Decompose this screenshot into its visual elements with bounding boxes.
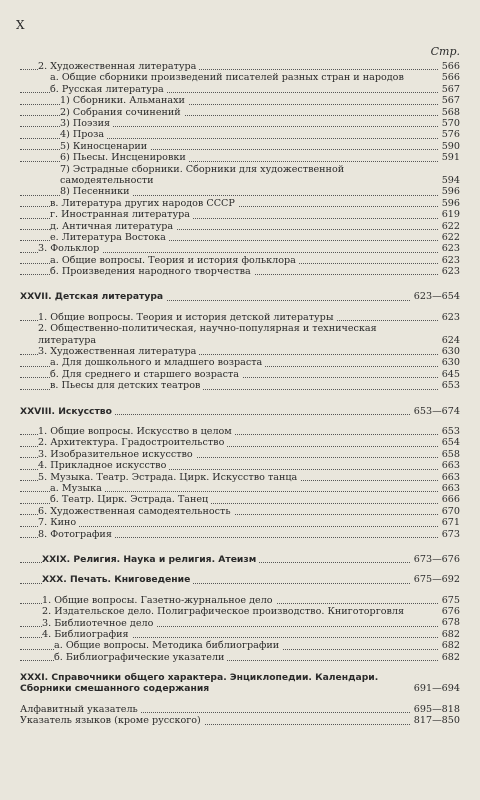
toc-entry: [20, 95, 460, 106]
toc-entry-page: 682: [439, 629, 460, 640]
toc-entry-title: XXXI. Справочники общего характера. Энциклопедии. Календари. Сборники смешанного содержания: [20, 672, 460, 695]
toc-entry-page: 570: [439, 118, 460, 129]
toc-entry: [20, 606, 460, 617]
toc-entry-page: 653: [439, 380, 460, 391]
toc-entry-page: 682: [439, 652, 460, 663]
toc-entry-title: 2. Издательское дело. Полиграфическое производство. Книготорговля: [20, 606, 460, 617]
toc-entry: [20, 640, 460, 651]
spacer: [20, 392, 460, 406]
toc-entry-title: 6) Пьесы. Инсценировки: [60, 152, 189, 163]
toc-entry-title: а. Общие вопросы. Теория и история фольклора: [50, 255, 299, 266]
toc-entry-page: 594: [439, 175, 460, 186]
toc-entry-title: Алфавитный указатель: [20, 704, 141, 715]
toc-entry-title: 2. Архитектура. Градостроительство: [38, 437, 227, 448]
toc-entry-page: 663: [439, 460, 460, 471]
toc-entry-page: 630: [439, 357, 460, 368]
toc-entry: [20, 529, 460, 540]
toc-entry: [20, 517, 460, 528]
toc-entry-page: 645: [439, 369, 460, 380]
toc-entry-title: 3) Поэзия: [60, 118, 113, 129]
toc-entry-title: 1. Общие вопросы. Газетно-журнальное дело: [42, 595, 276, 606]
toc-entry-title: 2. Художественная литература: [38, 61, 199, 72]
toc-entry-title: 8. Фотография: [38, 529, 115, 540]
toc-entry-title: 7) Эстрадные сборники. Сборники для художественной самодеятельности: [20, 164, 460, 187]
toc-entry: [20, 618, 460, 629]
toc-entry: [20, 506, 460, 517]
toc-entry-page: 566: [439, 61, 460, 72]
toc-entry-title: 1. Общие вопросы. Искусство в целом: [38, 426, 235, 437]
toc-entry-title: 4. Библиография: [42, 629, 132, 640]
toc-entry: [20, 129, 460, 140]
toc-entry-page: 675—692: [411, 574, 460, 585]
toc-entry-page: 671: [439, 517, 460, 528]
toc-entry: [20, 118, 460, 129]
toc-entry-title: 1. Общие вопросы. Теория и история детской литературы: [38, 312, 336, 323]
spacer: [20, 565, 460, 574]
toc-entry: [20, 152, 460, 163]
toc-entry-title: 2. Общественно-политическая, научно-популярная и техническая литература: [20, 323, 460, 346]
toc-entry-title: б. Библиографические указатели: [54, 652, 227, 663]
toc-entry: [20, 72, 460, 83]
toc-entry: [20, 209, 460, 220]
toc-entry: [20, 629, 460, 640]
toc-entry-title: в. Пьесы для детских театров: [50, 380, 203, 391]
toc-entry-title: в. Литература других народов СССР: [50, 198, 238, 209]
toc-entry-page: 623: [439, 243, 460, 254]
toc-entry-title: б. Для среднего и старшего возраста: [50, 369, 242, 380]
toc-entry-page: 567: [439, 84, 460, 95]
toc-entry: [20, 652, 460, 663]
toc-entry: [20, 243, 460, 254]
toc-entry-page: 654: [439, 437, 460, 448]
page-column-label: Стр.: [430, 45, 460, 58]
toc-entry-title: д. Античная литература: [50, 221, 176, 232]
table-of-contents: [20, 61, 460, 727]
toc-entry-title: 4. Прикладное искусство: [38, 460, 169, 471]
toc-entry-title: XXIX. Религия. Наука и религия. Атеизм: [42, 554, 259, 565]
toc-entry-page: 590: [439, 141, 460, 152]
spacer: [20, 303, 460, 312]
toc-entry: [20, 221, 460, 232]
toc-entry-page: 591: [439, 152, 460, 163]
toc-section: [20, 574, 460, 585]
toc-entry: [20, 483, 460, 494]
toc-entry-page: 670: [439, 506, 460, 517]
spacer: [20, 663, 460, 672]
spacer: [20, 586, 460, 595]
toc-entry: [20, 346, 460, 357]
toc-entry: [20, 84, 460, 95]
toc-entry-page: 568: [439, 107, 460, 118]
toc-entry: [20, 460, 460, 471]
toc-entry: [20, 107, 460, 118]
toc-entry: [20, 323, 460, 346]
toc-entry: [20, 472, 460, 483]
toc-section: [20, 291, 460, 302]
toc-entry: [20, 449, 460, 460]
toc-entry-page: 678: [439, 617, 460, 628]
toc-entry: [20, 426, 460, 437]
toc-entry-page: 623: [439, 255, 460, 266]
toc-entry-page: 623—654: [411, 291, 460, 302]
toc-entry: [20, 186, 460, 197]
toc-entry: [20, 357, 460, 368]
toc-entry-page: 567: [439, 95, 460, 106]
toc-entry-title: 3. Фольклор: [38, 243, 102, 254]
toc-entry: [20, 198, 460, 209]
toc-entry-page: 682: [439, 640, 460, 651]
toc-section: [20, 554, 460, 565]
toc-entry: [20, 266, 460, 277]
toc-entry-page: 623: [439, 312, 460, 323]
toc-entry-page: 666: [439, 494, 460, 505]
toc-entry-title: 8) Песенники: [60, 186, 133, 197]
toc-entry-title: а. Музыка: [50, 483, 105, 494]
toc-entry-page: 691—694: [411, 683, 460, 694]
toc-entry: [20, 61, 460, 72]
toc-entry-title: 6. Художественная самодеятельность: [38, 506, 234, 517]
toc-entry-title: 7. Кино: [38, 517, 79, 528]
toc-entry-title: 3. Библиотечное дело: [42, 618, 156, 629]
toc-entry-page: 596: [439, 198, 460, 209]
toc-entry-page: 675: [439, 595, 460, 606]
toc-entry-title: 3. Художественная литература: [38, 346, 199, 357]
toc-entry-page: 630: [439, 346, 460, 357]
spacer: [20, 695, 460, 704]
toc-entry-page: 596: [439, 186, 460, 197]
toc-entry: [20, 369, 460, 380]
spacer: [20, 417, 460, 426]
page-number: X: [16, 18, 25, 32]
toc-entry-title: XXVII. Детская литература: [20, 291, 166, 302]
toc-entry: [20, 715, 460, 726]
toc-section: [20, 406, 460, 417]
toc-entry-page: 623: [439, 266, 460, 277]
toc-entry-page: 566: [439, 72, 460, 83]
toc-entry-title: 5) Киносценарии: [60, 141, 150, 152]
toc-entry-title: XXVIII. Искусство: [20, 406, 115, 417]
toc-entry-title: 1) Сборники. Альманахи: [60, 95, 188, 106]
toc-entry-title: 2) Собрания сочинений: [60, 107, 184, 118]
toc-entry-page: 673: [439, 529, 460, 540]
toc-entry-title: е. Литература Востока: [50, 232, 169, 243]
toc-entry-page: 695—818: [411, 704, 460, 715]
toc-entry-title: б. Русская литература: [50, 84, 167, 95]
toc-entry-page: 622: [439, 221, 460, 232]
toc-entry-title: Указатель языков (кроме русского): [20, 715, 204, 726]
toc-entry: [20, 312, 460, 323]
toc-entry: [20, 141, 460, 152]
toc-entry-page: 624: [439, 335, 460, 346]
toc-entry-page: 817—850: [411, 715, 460, 726]
toc-entry-page: 673—676: [411, 554, 460, 565]
toc-entry: [20, 437, 460, 448]
toc-entry: [20, 704, 460, 715]
toc-entry: [20, 494, 460, 505]
toc-entry-page: 622: [439, 232, 460, 243]
toc-entry: [20, 255, 460, 266]
toc-entry-title: а. Общие сборники произведений писателей разных стран и народов: [20, 72, 460, 83]
toc-entry: [20, 232, 460, 243]
toc-entry-page: 663: [439, 483, 460, 494]
spacer: [20, 540, 460, 554]
toc-entry-page: 619: [439, 209, 460, 220]
toc-entry-title: 4) Проза: [60, 129, 107, 140]
toc-section: [20, 672, 460, 695]
toc-entry-page: 658: [439, 449, 460, 460]
spacer: [20, 277, 460, 291]
toc-entry-title: б. Театр. Цирк. Эстрада. Танец: [50, 494, 211, 505]
toc-entry: [20, 164, 460, 187]
toc-entry-page: 653—674: [411, 406, 460, 417]
toc-entry: [20, 380, 460, 391]
dot-leader: [20, 526, 460, 527]
toc-entry-title: г. Иностранная литература: [50, 209, 193, 220]
toc-entry-title: XXX. Печать. Книговедение: [42, 574, 193, 585]
toc-entry-title: 3. Изобразительное искусство: [38, 449, 196, 460]
toc-entry: [20, 595, 460, 606]
toc-entry-title: а. Для дошкольного и младшего возраста: [50, 357, 265, 368]
toc-entry-title: б. Произведения народного творчества: [50, 266, 254, 277]
toc-entry-page: 676: [439, 606, 460, 617]
toc-entry-page: 663: [439, 472, 460, 483]
toc-entry-page: 653: [439, 426, 460, 437]
toc-entry-title: а. Общие вопросы. Методика библиографии: [54, 640, 282, 651]
toc-entry-title: 5. Музыка. Театр. Эстрада. Цирк. Искусство танца: [38, 472, 300, 483]
toc-entry-page: 576: [439, 129, 460, 140]
